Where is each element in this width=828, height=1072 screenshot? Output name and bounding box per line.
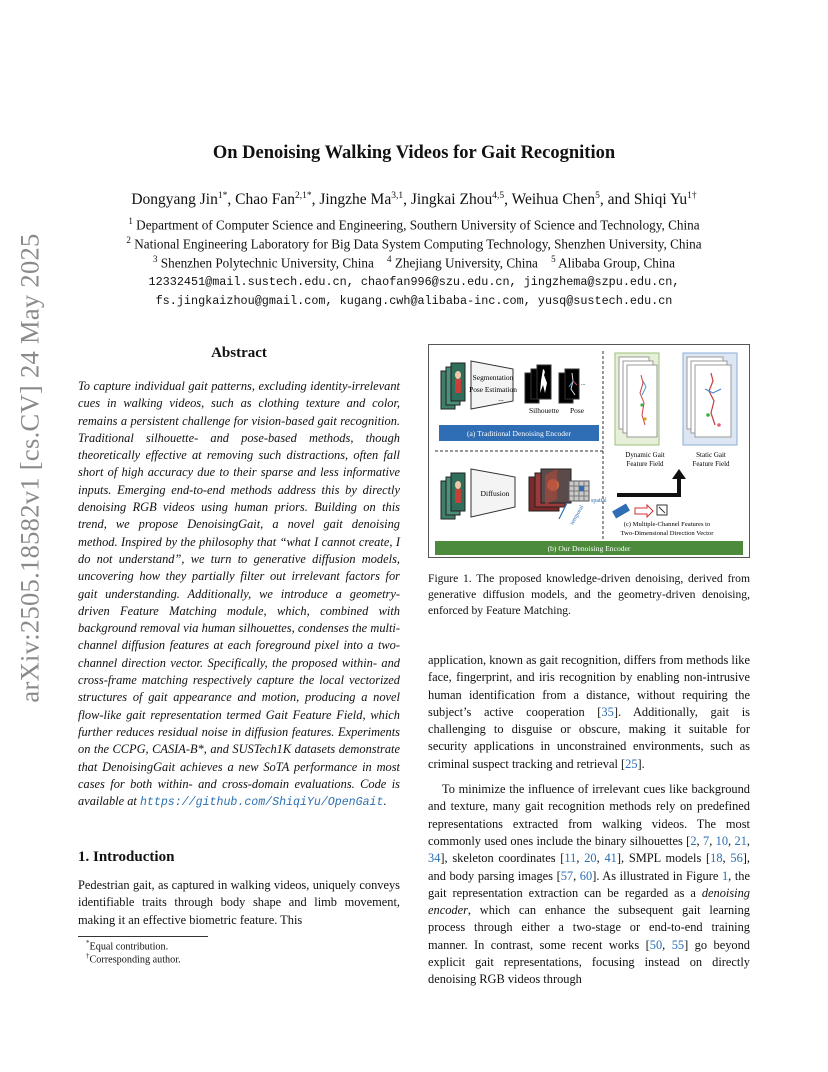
citation-link[interactable]: 25: [625, 756, 638, 771]
dynamic-label-2: Feature Field: [626, 460, 664, 468]
encoder-a-label: (a) Traditional Denoising Encoder: [467, 429, 571, 438]
citation-link[interactable]: 57: [560, 868, 574, 883]
aff-sup: 3: [152, 254, 158, 264]
abstract-end: .: [383, 794, 387, 809]
footnote-2: [86, 952, 181, 965]
paragraph: To minimize the influence of irrelevant cues like background and texture, many gait recognition methods rely on predefined representations extracted from walking videos. The most commonly used ones include the binary silhouettes [2, 7, 10, 21, 34], skeleton coordinates [11, 20, 41], SMPL models [18, 56], and body parsing images [57, 60]. As illustrated in Figure 1, the gait representation extraction can be regarded as a denoising encoder, which can enhance the subsequent gait learning process through either a two-stage or end-to-end training manner. In contrast, some recent works [50, 55] go beyond explicit gait representations, focusing instead on directly denoising RGB videos through: [428, 782, 751, 987]
author-sup: 1†: [687, 191, 697, 201]
pose-frames: [559, 369, 586, 403]
up-arrow: [617, 477, 679, 495]
caption-c-1: (c) Multiple-Channel Features to: [623, 521, 711, 528]
figure-1: [428, 344, 750, 558]
author-list: [0, 191, 828, 209]
author-sep: ,: [403, 191, 411, 209]
figure-link[interactable]: 1: [721, 868, 729, 883]
author-sup: 1*: [217, 191, 228, 201]
aff-text: National Engineering Laboratory for Big Data System Computing Technology, Shenzhen University, China: [130, 236, 702, 252]
figure-diagram: [429, 345, 749, 557]
citation-link[interactable]: 34: [428, 851, 441, 866]
footnote-1: [86, 939, 168, 952]
email-line-2: fs.jingkaizhou@gmail.com, kugang.cwh@alibaba-inc.com, yusq@sustech.edu.cn: [155, 294, 673, 308]
author-sep: ,: [311, 191, 320, 209]
code-link[interactable]: https://github.com/ShiqiYu/OpenGait: [139, 796, 384, 810]
encoder-b-label: (b) Our Denoising Encoder: [547, 544, 631, 553]
abstract-heading: Abstract: [211, 345, 267, 361]
abstract-text: [78, 378, 400, 811]
seg-label: Segmentation: [472, 373, 514, 382]
author-sep: ,: [504, 191, 512, 209]
silhouette-frames: [525, 365, 551, 403]
diffusion-label: Diffusion: [480, 489, 510, 498]
citation-link[interactable]: 55: [671, 937, 685, 952]
paper-title: On Denoising Walking Videos for Gait Recognition: [212, 143, 616, 163]
diffusion-feature-cube: [529, 469, 571, 511]
fn-sup: †: [86, 952, 90, 960]
email-line-1: 12332451@mail.sustech.edu.cn, chaofan996@szu.edu.cn, jingzhema@szpu.edu.cn,: [148, 275, 680, 289]
affiliation-2: [0, 235, 828, 252]
citation-link[interactable]: 41: [604, 851, 617, 866]
aff-text: Alibaba Group, China: [555, 255, 675, 271]
author-name: Dongyang Jin: [131, 191, 218, 209]
aff-sup: 4: [387, 254, 392, 264]
citation-link[interactable]: 35: [601, 704, 614, 719]
intro-text: Pedestrian gait, as captured in walking videos, uniquely conveys identifiable traits through body shape and limb movement, making it an effective biometric feature. This: [78, 878, 400, 927]
pose-est-label: Pose Estimation: [469, 385, 517, 394]
aff-text: Department of Computer Science and Engineering, Southern University of Science and Technology, China: [132, 217, 700, 233]
section-heading: 1. Introduction: [78, 849, 175, 865]
affiliation-1: [0, 216, 828, 233]
citation-link[interactable]: 20: [584, 851, 597, 866]
aff-sup: 2: [126, 235, 131, 245]
input-video-frames-b: [441, 473, 465, 519]
static-gait-feature-field: [683, 353, 737, 445]
fn-text: Equal contribution.: [89, 941, 169, 953]
citation-link[interactable]: 21: [734, 833, 747, 848]
aff-text: Zhejiang University, China: [391, 255, 538, 271]
author-name: Shiqi Yu: [633, 191, 688, 209]
dots-label: ...: [498, 394, 504, 403]
pose-label: Pose: [570, 406, 584, 415]
aff-sup: 5: [551, 254, 556, 264]
citation-link[interactable]: 56: [730, 851, 743, 866]
arxiv-stamp: arXiv:2505.18582v1 [cs.CV] 24 May 2025: [14, 233, 45, 703]
caption-c-2: Two-Dimensional Direction Vector: [620, 530, 714, 537]
citation-link[interactable]: 7: [702, 833, 710, 848]
dots-label-2: ...: [581, 381, 586, 387]
author-sup: 4,5: [492, 191, 505, 201]
fn-text: Corresponding author.: [89, 954, 181, 966]
diffusion-block: [471, 469, 515, 517]
author-sup: 3,1: [391, 191, 404, 201]
input-video-frames-a: [441, 363, 465, 409]
temporal-label: temporal: [569, 504, 586, 526]
author-name: Weihua Chen: [511, 191, 596, 209]
citation-link[interactable]: 60: [579, 868, 593, 883]
figure-caption: Figure 1. The proposed knowledge-driven denoising, derived from generative diffusion models, and the geometry-driven denoising, enforced by Feature Matching.: [428, 572, 750, 617]
fn-sup: *: [86, 939, 90, 947]
emphasis: denoising encoder: [428, 885, 750, 918]
affiliation-3: [0, 254, 828, 271]
footnote-rule: [78, 936, 208, 937]
citation-link[interactable]: 18: [710, 851, 723, 866]
author-sup: 2,1*: [294, 191, 312, 201]
abstract-body: To capture individual gait patterns, excluding identity-irrelevant cues in walking videos, such as clothing texture and color, remains a persistent challenge for vision-based gait recognition. Traditional silhouette- and pose-based methods, though theoretically effective at removing such distractions, often fall short of high accuracy due to their sparse and less informative inputs. Emerging end-to-end methods address this by directly denoising RGB videos using human priors. Building on this trend, we propose DenoisingGait, a novel gait denoising method. Inspired by the philosophy that “what I cannot create, I do not understand”, we turn to generative diffusion models, uncovering how they partially filter out irrelevant factors for gait understanding. Additionally, we introduce a geometry-driven Feature Matching module, which, combined with background removal via human silhouettes, condenses the multi-channel diffusion features at each foreground pixel into a two-channel direction vector. Specifically, the proposed within- and cross-frame matching respectively capture the local vectorized structures of gait appearance and motion, producing a novel flow-like gait representation termed Gait Feature Field, which further reduces residual noise in diffusion features. Experiments on the CCPG, CASIA-B*, and SUSTech1K datasets demonstrate that DenoisingGait achieves a new SoTA performance in most cases for both within- and cross-domain evaluations. Code is available at: [78, 379, 400, 809]
static-label-1: Static Gait: [696, 451, 726, 459]
silhouette-label: Silhouette: [529, 406, 559, 415]
author-sup: 5: [595, 191, 600, 201]
paragraph: application, known as gait recognition, differs from methods like face, fingerprint, and iris recognition by enabling non-intrusive human identification from a distance, without requiring the subject’s active cooperation [35]. Additionally, gait is challenging to disguise or obscure, making it suitable for security applications in unconstrained environments, such as criminal suspect tracking and retrieval [25].: [428, 653, 750, 771]
static-label-2: Feature Field: [692, 460, 730, 468]
author-sep: ,: [227, 191, 236, 209]
author-sep: , and: [599, 191, 634, 209]
citation-link[interactable]: 2: [690, 833, 697, 848]
citation-link[interactable]: 11: [564, 851, 577, 866]
aff-sup: 1: [128, 216, 133, 226]
citation-link[interactable]: 10: [715, 833, 729, 848]
citation-link[interactable]: 50: [649, 937, 663, 952]
author-name: Jingzhe Ma: [319, 191, 392, 209]
column-2-text: [428, 652, 750, 989]
aff-text: Shenzhen Polytechnic University, China: [157, 255, 374, 271]
author-name: Jingkai Zhou: [410, 191, 493, 209]
dynamic-label-1: Dynamic Gait: [625, 451, 665, 459]
spatial-label: spatial: [591, 498, 607, 504]
author-name: Chao Fan: [235, 191, 295, 209]
feature-grid: [569, 481, 589, 501]
dynamic-gait-feature-field: [615, 353, 659, 445]
channel-to-vector-icon: [612, 504, 667, 519]
segmentation-block: [469, 361, 517, 409]
